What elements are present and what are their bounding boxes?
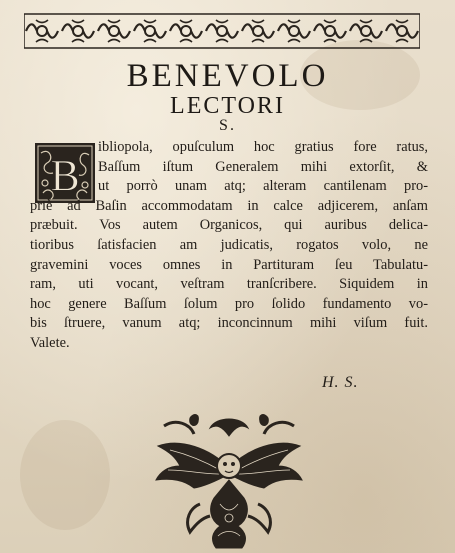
ornament-motif	[26, 20, 58, 42]
ornament-motif	[350, 20, 382, 42]
ornament-motif	[242, 20, 274, 42]
text-line: ibliopola, opuſculum hoc gratius fore ratus,	[98, 139, 428, 155]
text-line: Baſſum iſtum Generalem mihi extorſit, &	[98, 158, 428, 175]
paper-stain	[20, 420, 110, 530]
text-line: tioribus ſatisfacien am judicatis, rogatos volo, ne	[30, 236, 428, 253]
floral-ornament-band-icon	[24, 12, 420, 50]
ornament-motif	[206, 20, 238, 42]
ornament-motif	[278, 20, 310, 42]
ornament-motif	[98, 20, 130, 42]
body-text	[30, 138, 428, 354]
text-line: gravemini voces omnes in Partituram ſeu Tabulatu-	[30, 256, 428, 273]
ornament-motif	[62, 20, 94, 42]
ornament-motif	[314, 20, 346, 42]
initial-letter: B	[50, 151, 80, 200]
text-line: priè ad Baſin accommodatam in calce adjicerem, anſam	[30, 197, 428, 214]
text-line: Valete.	[30, 334, 70, 351]
ornament-motif	[386, 20, 418, 42]
winged-cherub-emblem-icon	[150, 408, 308, 553]
signature: H. S.	[322, 374, 359, 391]
page-subtitle: LECTORI	[170, 93, 285, 119]
ornament-motif	[134, 20, 166, 42]
text-line: præbuit. Vos autem Organicos, qui auribus delica-	[30, 217, 428, 234]
text-line: ram, uti vocant, veſtram tranſcribere. Siquidem in	[30, 276, 428, 293]
ornament-motif	[170, 20, 202, 42]
text-line: hoc genere Baſſum ſolum pro ſolido fundamento vo-	[30, 295, 428, 312]
text-line: ut porrò unam atq; alteram cantilenam pro-	[98, 178, 428, 195]
page-title: BENEVOLO	[126, 58, 329, 94]
salutation: S.	[219, 117, 236, 134]
text-line: bis ſtruere, vanum atq; inconcinnum mihi viſum fuit.	[30, 315, 428, 332]
